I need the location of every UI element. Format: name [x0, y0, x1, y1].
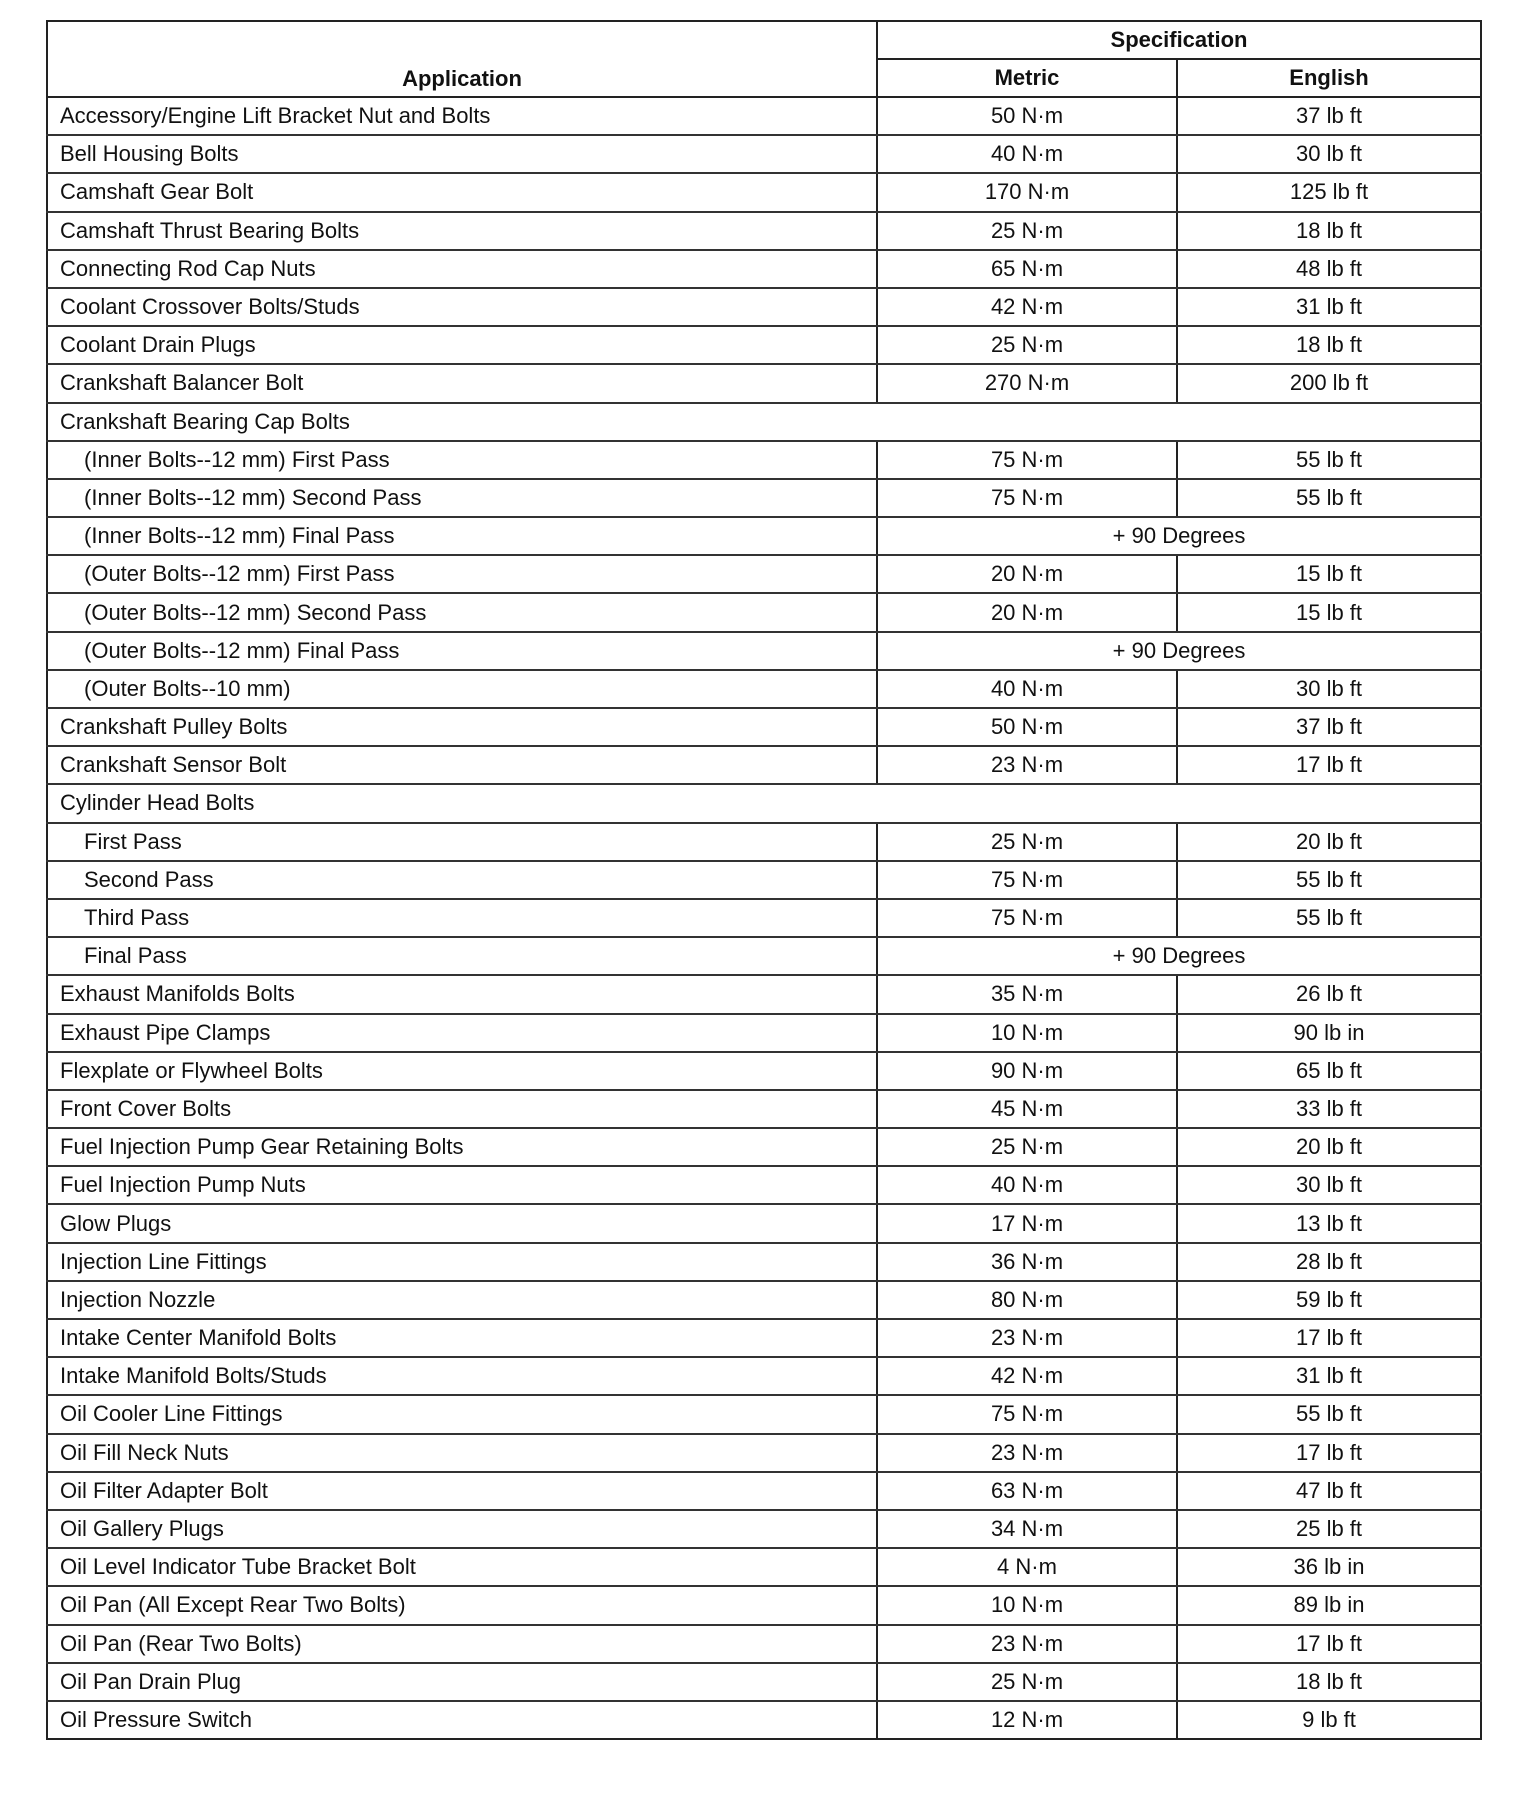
application-cell: Exhaust Manifolds Bolts: [47, 975, 877, 1013]
table-row: [47, 1281, 1481, 1319]
application-cell: Flexplate or Flywheel Bolts: [47, 1052, 877, 1090]
application-cell: Intake Manifold Bolts/Studs: [47, 1357, 877, 1395]
table-row: [47, 1204, 1481, 1242]
metric-cell: 23 N·m: [877, 1319, 1177, 1357]
metric-cell: 40 N·m: [877, 135, 1177, 173]
group-header-blank: [877, 403, 1481, 441]
table-row: [47, 403, 1481, 441]
table-row: [47, 899, 1481, 937]
metric-cell: 50 N·m: [877, 97, 1177, 135]
english-cell: 20 lb ft: [1177, 1128, 1481, 1166]
metric-cell: 25 N·m: [877, 1663, 1177, 1701]
application-cell: Crankshaft Balancer Bolt: [47, 364, 877, 402]
table-row: [47, 861, 1481, 899]
application-cell: Oil Cooler Line Fittings: [47, 1395, 877, 1433]
application-cell: (Outer Bolts--12 mm) Final Pass: [47, 632, 877, 670]
english-cell: 33 lb ft: [1177, 1090, 1481, 1128]
application-cell: Crankshaft Sensor Bolt: [47, 746, 877, 784]
application-cell: First Pass: [47, 823, 877, 861]
table-row: [47, 441, 1481, 479]
application-cell: (Inner Bolts--12 mm) Second Pass: [47, 479, 877, 517]
application-cell: Oil Pressure Switch: [47, 1701, 877, 1739]
english-cell: 25 lb ft: [1177, 1510, 1481, 1548]
table-row: [47, 1663, 1481, 1701]
application-cell: (Outer Bolts--12 mm) First Pass: [47, 555, 877, 593]
english-header: English: [1177, 59, 1481, 97]
metric-cell: 25 N·m: [877, 326, 1177, 364]
english-cell: 55 lb ft: [1177, 899, 1481, 937]
table-row: [47, 1357, 1481, 1395]
merged-spec-cell: + 90 Degrees: [877, 937, 1481, 975]
table-row: [47, 517, 1481, 555]
table-row: [47, 555, 1481, 593]
english-cell: 18 lb ft: [1177, 326, 1481, 364]
english-cell: 37 lb ft: [1177, 97, 1481, 135]
table-row: [47, 1166, 1481, 1204]
table-row: [47, 1319, 1481, 1357]
metric-cell: 25 N·m: [877, 1128, 1177, 1166]
english-cell: 36 lb in: [1177, 1548, 1481, 1586]
english-cell: 65 lb ft: [1177, 1052, 1481, 1090]
application-cell: Crankshaft Pulley Bolts: [47, 708, 877, 746]
application-cell: Injection Line Fittings: [47, 1243, 877, 1281]
application-cell: Exhaust Pipe Clamps: [47, 1014, 877, 1052]
metric-cell: 42 N·m: [877, 288, 1177, 326]
table-row: [47, 1586, 1481, 1624]
table-row: [47, 1510, 1481, 1548]
table-row: [47, 632, 1481, 670]
english-cell: 89 lb in: [1177, 1586, 1481, 1624]
table-row: [47, 1243, 1481, 1281]
application-cell: Oil Level Indicator Tube Bracket Bolt: [47, 1548, 877, 1586]
metric-cell: 75 N·m: [877, 479, 1177, 517]
metric-cell: 17 N·m: [877, 1204, 1177, 1242]
application-cell: Oil Pan (All Except Rear Two Bolts): [47, 1586, 877, 1624]
metric-cell: 25 N·m: [877, 212, 1177, 250]
application-cell: Camshaft Thrust Bearing Bolts: [47, 212, 877, 250]
table-row: [47, 288, 1481, 326]
application-cell: Injection Nozzle: [47, 1281, 877, 1319]
english-cell: 59 lb ft: [1177, 1281, 1481, 1319]
table-row: [47, 975, 1481, 1013]
metric-cell: 10 N·m: [877, 1014, 1177, 1052]
metric-cell: 75 N·m: [877, 899, 1177, 937]
metric-cell: 80 N·m: [877, 1281, 1177, 1319]
metric-cell: 25 N·m: [877, 823, 1177, 861]
english-cell: 55 lb ft: [1177, 441, 1481, 479]
english-cell: 26 lb ft: [1177, 975, 1481, 1013]
english-cell: 17 lb ft: [1177, 1434, 1481, 1472]
application-cell: Coolant Drain Plugs: [47, 326, 877, 364]
english-cell: 55 lb ft: [1177, 1395, 1481, 1433]
english-cell: 31 lb ft: [1177, 288, 1481, 326]
metric-cell: 65 N·m: [877, 250, 1177, 288]
metric-cell: 42 N·m: [877, 1357, 1177, 1395]
table-row: [47, 1472, 1481, 1510]
english-cell: 90 lb in: [1177, 1014, 1481, 1052]
metric-cell: 75 N·m: [877, 1395, 1177, 1433]
english-cell: 200 lb ft: [1177, 364, 1481, 402]
table-row: [47, 1625, 1481, 1663]
metric-cell: 63 N·m: [877, 1472, 1177, 1510]
metric-cell: 170 N·m: [877, 173, 1177, 211]
table-row: [47, 1701, 1481, 1739]
table-row: [47, 1052, 1481, 1090]
application-header: Application: [47, 21, 877, 97]
metric-cell: 75 N·m: [877, 861, 1177, 899]
english-cell: 18 lb ft: [1177, 1663, 1481, 1701]
application-cell: Bell Housing Bolts: [47, 135, 877, 173]
english-cell: 17 lb ft: [1177, 1319, 1481, 1357]
merged-spec-cell: + 90 Degrees: [877, 632, 1481, 670]
application-cell: Fuel Injection Pump Gear Retaining Bolts: [47, 1128, 877, 1166]
metric-cell: 75 N·m: [877, 441, 1177, 479]
metric-cell: 45 N·m: [877, 1090, 1177, 1128]
application-cell: Accessory/Engine Lift Bracket Nut and Bolts: [47, 97, 877, 135]
table-row: [47, 670, 1481, 708]
application-cell: Crankshaft Bearing Cap Bolts: [47, 403, 877, 441]
application-cell: Oil Gallery Plugs: [47, 1510, 877, 1548]
application-cell: Oil Filter Adapter Bolt: [47, 1472, 877, 1510]
table-row: [47, 1128, 1481, 1166]
table-row: [47, 250, 1481, 288]
table-row: [47, 1434, 1481, 1472]
application-cell: Connecting Rod Cap Nuts: [47, 250, 877, 288]
table-row: [47, 937, 1481, 975]
english-cell: 13 lb ft: [1177, 1204, 1481, 1242]
table-row: [47, 1014, 1481, 1052]
application-cell: (Outer Bolts--10 mm): [47, 670, 877, 708]
specification-header: Specification: [877, 21, 1481, 59]
metric-cell: 23 N·m: [877, 746, 1177, 784]
application-cell: Glow Plugs: [47, 1204, 877, 1242]
english-cell: 55 lb ft: [1177, 479, 1481, 517]
table-body: [47, 97, 1481, 1739]
application-cell: Cylinder Head Bolts: [47, 784, 877, 822]
metric-cell: 36 N·m: [877, 1243, 1177, 1281]
table-row: [47, 135, 1481, 173]
metric-cell: 23 N·m: [877, 1625, 1177, 1663]
application-cell: Oil Pan (Rear Two Bolts): [47, 1625, 877, 1663]
metric-cell: 23 N·m: [877, 1434, 1177, 1472]
english-cell: 28 lb ft: [1177, 1243, 1481, 1281]
torque-spec-table: [46, 20, 1482, 1740]
application-cell: Front Cover Bolts: [47, 1090, 877, 1128]
english-cell: 17 lb ft: [1177, 1625, 1481, 1663]
application-cell: Fuel Injection Pump Nuts: [47, 1166, 877, 1204]
english-cell: 48 lb ft: [1177, 250, 1481, 288]
application-cell: Oil Pan Drain Plug: [47, 1663, 877, 1701]
application-cell: Camshaft Gear Bolt: [47, 173, 877, 211]
english-cell: 15 lb ft: [1177, 555, 1481, 593]
table-row: [47, 1090, 1481, 1128]
table-row: [47, 708, 1481, 746]
table-row: [47, 823, 1481, 861]
application-cell: Intake Center Manifold Bolts: [47, 1319, 877, 1357]
english-cell: 125 lb ft: [1177, 173, 1481, 211]
table-header: [47, 21, 1481, 97]
metric-cell: 4 N·m: [877, 1548, 1177, 1586]
application-cell: Second Pass: [47, 861, 877, 899]
english-cell: 30 lb ft: [1177, 670, 1481, 708]
english-cell: 55 lb ft: [1177, 861, 1481, 899]
application-cell: Third Pass: [47, 899, 877, 937]
metric-cell: 20 N·m: [877, 555, 1177, 593]
table-row: [47, 364, 1481, 402]
metric-cell: 40 N·m: [877, 670, 1177, 708]
english-cell: 30 lb ft: [1177, 1166, 1481, 1204]
table-row: [47, 212, 1481, 250]
english-cell: 18 lb ft: [1177, 212, 1481, 250]
metric-cell: 90 N·m: [877, 1052, 1177, 1090]
metric-cell: 35 N·m: [877, 975, 1177, 1013]
table-row: [47, 593, 1481, 631]
metric-cell: 10 N·m: [877, 1586, 1177, 1624]
english-cell: 31 lb ft: [1177, 1357, 1481, 1395]
application-cell: (Outer Bolts--12 mm) Second Pass: [47, 593, 877, 631]
english-cell: 17 lb ft: [1177, 746, 1481, 784]
english-cell: 37 lb ft: [1177, 708, 1481, 746]
application-cell: Final Pass: [47, 937, 877, 975]
metric-cell: 270 N·m: [877, 364, 1177, 402]
metric-cell: 20 N·m: [877, 593, 1177, 631]
english-cell: 9 lb ft: [1177, 1701, 1481, 1739]
metric-header: Metric: [877, 59, 1177, 97]
english-cell: 47 lb ft: [1177, 1472, 1481, 1510]
metric-cell: 12 N·m: [877, 1701, 1177, 1739]
metric-cell: 40 N·m: [877, 1166, 1177, 1204]
table-row: [47, 1548, 1481, 1586]
application-cell: (Inner Bolts--12 mm) First Pass: [47, 441, 877, 479]
table-row: [47, 173, 1481, 211]
table-row: [47, 746, 1481, 784]
table-row: [47, 97, 1481, 135]
table-row: [47, 784, 1481, 822]
metric-cell: 50 N·m: [877, 708, 1177, 746]
application-cell: Oil Fill Neck Nuts: [47, 1434, 877, 1472]
table-row: [47, 1395, 1481, 1433]
table-row: [47, 479, 1481, 517]
merged-spec-cell: + 90 Degrees: [877, 517, 1481, 555]
application-cell: Coolant Crossover Bolts/Studs: [47, 288, 877, 326]
group-header-blank: [877, 784, 1481, 822]
metric-cell: 34 N·m: [877, 1510, 1177, 1548]
english-cell: 15 lb ft: [1177, 593, 1481, 631]
english-cell: 20 lb ft: [1177, 823, 1481, 861]
table-row: [47, 326, 1481, 364]
english-cell: 30 lb ft: [1177, 135, 1481, 173]
application-cell: (Inner Bolts--12 mm) Final Pass: [47, 517, 877, 555]
